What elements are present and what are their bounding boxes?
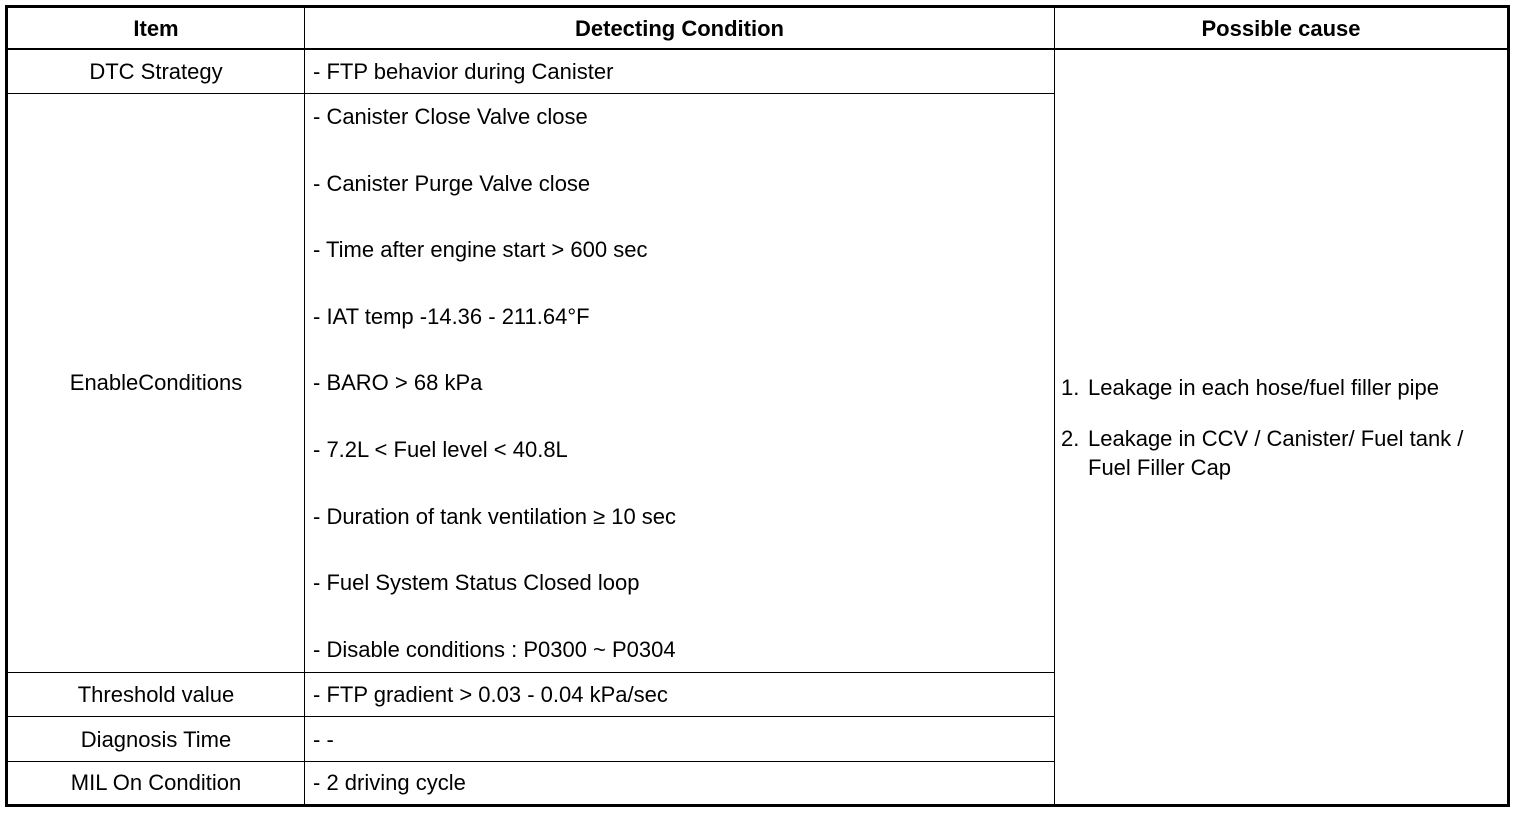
condition-line: - FTP gradient > 0.03 - 0.04 kPa/sec	[313, 682, 668, 708]
header-item: Item	[7, 7, 305, 50]
possible-cause-list	[1061, 373, 1501, 482]
cause-text: Leakage in each hose/fuel filler pipe	[1088, 374, 1440, 400]
dtc-spec-table	[5, 5, 1510, 807]
condition-line: - -	[313, 726, 334, 752]
condition-line: - Disable conditions : P0300 ~ P0304	[313, 636, 676, 662]
header-detecting-condition: Detecting Condition	[305, 7, 1055, 50]
cause-text: Leakage in CCV / Canister/ Fuel tank / Fuel Filler Cap	[1088, 425, 1464, 480]
condition-dtc-strategy	[305, 49, 1055, 93]
condition-diagnosis-time	[305, 717, 1055, 761]
item-threshold-value: Threshold value	[7, 673, 305, 717]
possible-cause-cell	[1055, 49, 1509, 806]
item-dtc-strategy: DTC Strategy	[7, 49, 305, 93]
condition-line: - Duration of tank ventilation ≥ 10 sec	[313, 503, 677, 529]
condition-enable-conditions	[305, 93, 1055, 672]
condition-line: - BARO > 68 kPa	[313, 370, 483, 396]
condition-mil-on-condition	[305, 761, 1055, 805]
condition-line: - Fuel System Status Closed loop	[313, 570, 640, 596]
item-enable-conditions: EnableConditions	[7, 93, 305, 672]
condition-line: - 7.2L < Fuel level < 40.8L	[313, 437, 568, 463]
condition-line: - 2 driving cycle	[313, 770, 466, 796]
cause-number: 2.	[1061, 425, 1080, 451]
header-row	[7, 7, 1509, 50]
condition-line: - FTP behavior during Canister	[313, 58, 614, 84]
item-diagnosis-time: Diagnosis Time	[7, 717, 305, 761]
condition-threshold-value	[305, 673, 1055, 717]
condition-line: - Canister Close Valve close	[313, 103, 588, 129]
item-mil-on-condition: MIL On Condition	[7, 761, 305, 805]
cause-number: 1.	[1061, 374, 1080, 400]
possible-cause-item	[1061, 373, 1501, 402]
table-row-dtc-strategy	[7, 49, 1509, 93]
enable-conditions-list	[313, 100, 1054, 666]
possible-cause-item	[1061, 424, 1501, 482]
condition-line: - Time after engine start > 600 sec	[313, 237, 648, 263]
header-possible-cause: Possible cause	[1055, 7, 1509, 50]
condition-line: - Canister Purge Valve close	[313, 170, 591, 196]
condition-line: - IAT temp -14.36 - 211.64°F	[313, 303, 590, 329]
